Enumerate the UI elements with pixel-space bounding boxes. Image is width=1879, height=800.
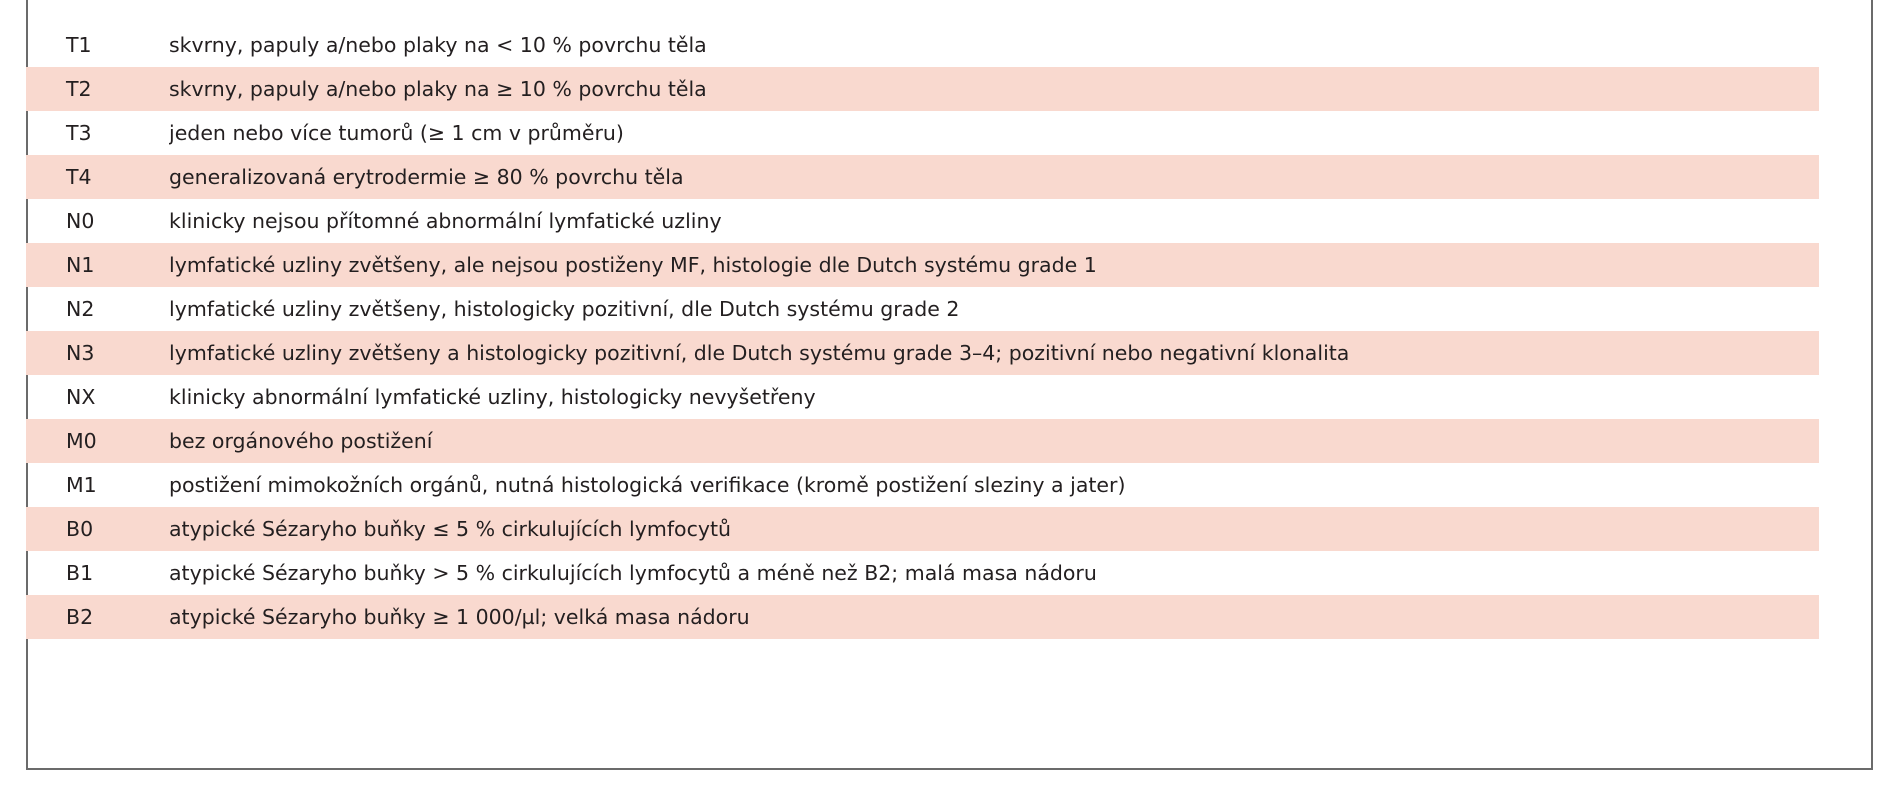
stage-description: atypické Sézaryho buňky ≤ 5 % cirkulujících lymfocytů — [169, 507, 1819, 551]
stage-code: NX — [66, 385, 96, 409]
staging-table — [26, 23, 1819, 639]
stage-description: lymfatické uzliny zvětšeny, histologicky pozitivní, dle Dutch systému grade 2 — [169, 297, 960, 321]
stage-code: N3 — [26, 331, 169, 375]
stage-description: bez orgánového postižení — [169, 419, 1819, 463]
table-row — [26, 199, 1819, 243]
table-row — [26, 111, 1819, 155]
stage-description: generalizovaná erytrodermie ≥ 80 % povrchu těla — [169, 155, 1819, 199]
stage-code: B1 — [66, 561, 94, 585]
stage-code: T1 — [66, 33, 92, 57]
stage-description: postižení mimokožních orgánů, nutná histologická verifikace (kromě postižení sleziny a jater) — [169, 473, 1126, 497]
stage-code: M1 — [66, 473, 97, 497]
stage-description: klinicky nejsou přítomné abnormální lymfatické uzliny — [169, 209, 722, 233]
stage-description: lymfatické uzliny zvětšeny, ale nejsou postiženy MF, histologie dle Dutch systému grade 1 — [169, 243, 1819, 287]
table-row — [26, 551, 1819, 595]
stage-description: klinicky abnormální lymfatické uzliny, histologicky nevyšetřeny — [169, 385, 816, 409]
table-row — [26, 287, 1819, 331]
table-row — [26, 507, 1819, 551]
stage-code: T2 — [26, 67, 169, 111]
stage-description: jeden nebo více tumorů (≥ 1 cm v průměru) — [169, 121, 624, 145]
stage-code: B0 — [26, 507, 169, 551]
table-row — [26, 375, 1819, 419]
stage-code: N1 — [26, 243, 169, 287]
staging-table-body — [26, 23, 1819, 639]
stage-code: T4 — [26, 155, 169, 199]
stage-code: N2 — [66, 297, 95, 321]
table-row — [26, 23, 1819, 67]
table-row — [26, 595, 1819, 639]
stage-code: T3 — [66, 121, 92, 145]
table-row — [26, 463, 1819, 507]
table-row — [26, 155, 1819, 199]
stage-description: atypické Sézaryho buňky ≥ 1 000/µl; velká masa nádoru — [169, 595, 1819, 639]
stage-description: skvrny, papuly a/nebo plaky na ≥ 10 % povrchu těla — [169, 67, 1819, 111]
table-row — [26, 331, 1819, 375]
stage-description: skvrny, papuly a/nebo plaky na < 10 % povrchu těla — [169, 33, 707, 57]
stage-description: lymfatické uzliny zvětšeny a histologicky pozitivní, dle Dutch systému grade 3–4; pozitivní nebo negativní klonalita — [169, 331, 1819, 375]
table-row — [26, 243, 1819, 287]
stage-code: N0 — [66, 209, 95, 233]
stage-code: M0 — [26, 419, 169, 463]
table-row — [26, 419, 1819, 463]
table-row — [26, 67, 1819, 111]
stage-description: atypické Sézaryho buňky > 5 % cirkulujících lymfocytů a méně než B2; malá masa nádoru — [169, 561, 1097, 585]
stage-code: B2 — [26, 595, 169, 639]
